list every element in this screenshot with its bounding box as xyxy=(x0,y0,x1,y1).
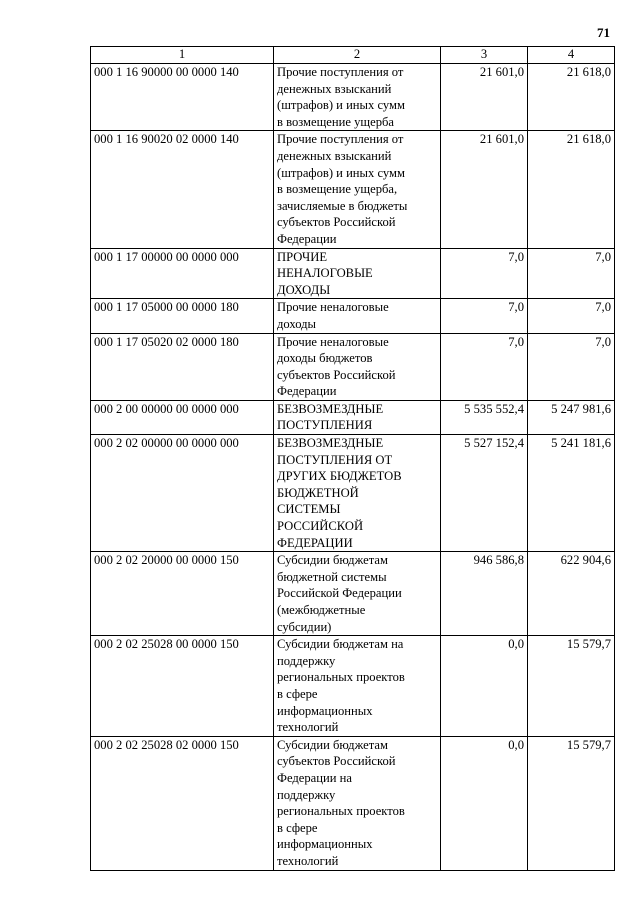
table-row xyxy=(91,333,615,400)
table-row xyxy=(91,64,615,131)
amount-col4-cell: 5 247 981,6 xyxy=(528,400,615,434)
table-row xyxy=(91,299,615,333)
amount-col3-cell: 5 535 552,4 xyxy=(441,400,528,434)
amount-col4-cell: 7,0 xyxy=(528,333,615,400)
amount-col3-cell: 0,0 xyxy=(441,736,528,870)
revenue-name-cell: Субсидии бюджетам на поддержку региональных проектов в сфере информационных технологий xyxy=(274,636,441,737)
amount-col3-cell: 946 586,8 xyxy=(441,552,528,636)
amount-col4-cell: 15 579,7 xyxy=(528,636,615,737)
table-row xyxy=(91,636,615,737)
column-header-1: 1 xyxy=(91,47,274,64)
budget-code-cell: 000 2 02 25028 02 0000 150 xyxy=(91,736,274,870)
revenue-name-cell: Прочие неналоговые доходы xyxy=(274,299,441,333)
revenue-name-cell: Прочие неналоговые доходы бюджетов субъектов Российской Федерации xyxy=(274,333,441,400)
budget-code-cell: 000 1 17 00000 00 0000 000 xyxy=(91,248,274,299)
budget-code-cell: 000 1 16 90000 00 0000 140 xyxy=(91,64,274,131)
column-header-2: 2 xyxy=(274,47,441,64)
amount-col4-cell: 7,0 xyxy=(528,248,615,299)
amount-col3-cell: 7,0 xyxy=(441,299,528,333)
page-number: 71 xyxy=(597,25,610,40)
revenue-name-cell: БЕЗВОЗМЕЗДНЫЕ ПОСТУПЛЕНИЯ ОТ ДРУГИХ БЮДЖЕТОВ БЮДЖЕТНОЙ СИСТЕМЫ РОССИЙСКОЙ ФЕДЕРАЦИИ xyxy=(274,435,441,552)
column-header-4: 4 xyxy=(528,47,615,64)
revenue-name-cell: Субсидии бюджетам бюджетной системы Российской Федерации (межбюджетные субсидии) xyxy=(274,552,441,636)
amount-col4-cell: 622 904,6 xyxy=(528,552,615,636)
amount-col3-cell: 0,0 xyxy=(441,636,528,737)
amount-col4-cell: 15 579,7 xyxy=(528,736,615,870)
column-header-3: 3 xyxy=(441,47,528,64)
budget-code-cell: 000 2 02 25028 00 0000 150 xyxy=(91,636,274,737)
budget-code-cell: 000 1 16 90020 02 0000 140 xyxy=(91,131,274,248)
amount-col4-cell: 7,0 xyxy=(528,299,615,333)
budget-code-cell: 000 2 02 00000 00 0000 000 xyxy=(91,435,274,552)
revenue-name-cell: ПРОЧИЕ НЕНАЛОГОВЫЕ ДОХОДЫ xyxy=(274,248,441,299)
budget-revenue-table xyxy=(90,46,615,871)
revenue-name-cell: Прочие поступления от денежных взысканий (штрафов) и иных сумм в возмещение ущерба xyxy=(274,64,441,131)
amount-col3-cell: 5 527 152,4 xyxy=(441,435,528,552)
budget-code-cell: 000 2 02 20000 00 0000 150 xyxy=(91,552,274,636)
table-row xyxy=(91,736,615,870)
revenue-name-cell: БЕЗВОЗМЕЗДНЫЕ ПОСТУПЛЕНИЯ xyxy=(274,400,441,434)
budget-code-cell: 000 1 17 05020 02 0000 180 xyxy=(91,333,274,400)
table-row xyxy=(91,435,615,552)
budget-code-cell: 000 1 17 05000 00 0000 180 xyxy=(91,299,274,333)
amount-col4-cell: 21 618,0 xyxy=(528,64,615,131)
amount-col3-cell: 7,0 xyxy=(441,333,528,400)
table-row xyxy=(91,131,615,248)
table-row xyxy=(91,552,615,636)
amount-col4-cell: 5 241 181,6 xyxy=(528,435,615,552)
budget-code-cell: 000 2 00 00000 00 0000 000 xyxy=(91,400,274,434)
amount-col3-cell: 21 601,0 xyxy=(441,64,528,131)
table-row xyxy=(91,400,615,434)
amount-col4-cell: 21 618,0 xyxy=(528,131,615,248)
table-header-row xyxy=(91,47,615,64)
amount-col3-cell: 21 601,0 xyxy=(441,131,528,248)
table-row xyxy=(91,248,615,299)
revenue-name-cell: Прочие поступления от денежных взысканий (штрафов) и иных сумм в возмещение ущерба, зачисляемые в бюджеты субъектов Российской Федерации xyxy=(274,131,441,248)
amount-col3-cell: 7,0 xyxy=(441,248,528,299)
revenue-name-cell: Субсидии бюджетам субъектов Российской Федерации на поддержку региональных проектов в сфере информационных технологий xyxy=(274,736,441,870)
